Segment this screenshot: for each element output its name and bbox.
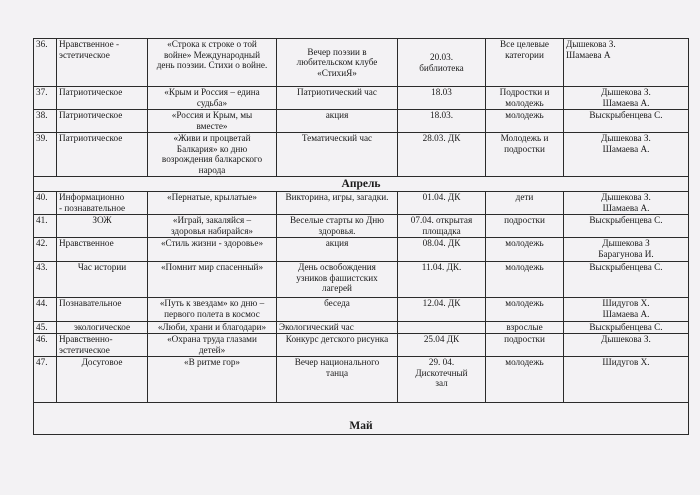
direction-cell: Познавательное	[57, 298, 148, 322]
row-number: 44.	[34, 298, 57, 322]
table-row	[34, 238, 689, 262]
event-title-cell: «Живи и процветай Балкария» ко дню возрождения балкарского народа	[148, 133, 277, 177]
row-number: 43.	[34, 262, 57, 298]
date-place-cell: 11.04. ДК.	[398, 262, 486, 298]
audience-cell: Молодежь и подростки	[486, 133, 564, 177]
row-number: 47.	[34, 357, 57, 403]
row-number: 41.	[34, 215, 57, 238]
date-place-cell: 20.03. библиотека	[398, 39, 486, 87]
responsible-cell: Выскрыбенцева С.	[564, 110, 689, 133]
date-place-cell: 28.03. ДК	[398, 133, 486, 177]
event-title-cell: «Россия и Крым, мы вместе»	[148, 110, 277, 133]
date-place-cell: 18.03	[398, 87, 486, 110]
direction-cell: Патриотическое	[57, 87, 148, 110]
row-number: 36.	[34, 39, 57, 87]
direction-cell: Нравственное - эстетическое	[57, 39, 148, 87]
responsible-cell: Выскрыбенцева С.	[564, 322, 689, 334]
row-number: 40.	[34, 192, 57, 215]
event-title-cell: «Охрана труда глазами детей»	[148, 334, 277, 357]
events-plan-table	[33, 38, 689, 435]
audience-cell: молодежь	[486, 298, 564, 322]
audience-cell: взрослые	[486, 322, 564, 334]
event-form-cell: Вечер национального танца	[277, 357, 398, 403]
event-title-cell: «Стиль жизни - здоровье»	[148, 238, 277, 262]
event-form-cell: Тематический час	[277, 133, 398, 177]
direction-cell: экологическое	[57, 322, 148, 334]
direction-cell: Информационно - познавательное	[57, 192, 148, 215]
month-header-row	[34, 403, 689, 435]
direction-cell: Нравственное	[57, 238, 148, 262]
audience-cell: молодежь	[486, 238, 564, 262]
event-title-cell: «Люби, храни и благодари»	[148, 322, 277, 334]
audience-cell: молодежь	[486, 357, 564, 403]
responsible-cell: Дышекова З. Шамаева А.	[564, 192, 689, 215]
event-title-cell: «Путь к звездам» ко дню – первого полета в космос	[148, 298, 277, 322]
responsible-cell: Выскрыбенцева С.	[564, 262, 689, 298]
table-row	[34, 110, 689, 133]
date-place-cell: 29. 04. Дискотечный зал	[398, 357, 486, 403]
event-form-cell: Патриотический час	[277, 87, 398, 110]
event-form-cell: День освобождения узников фашистских лагерей	[277, 262, 398, 298]
event-form-cell: беседа	[277, 298, 398, 322]
event-form-cell: Вечер поэзии в любительском клубе «СтихиЯ»	[277, 39, 398, 87]
audience-cell: молодежь	[486, 110, 564, 133]
audience-cell: Все целевые категории	[486, 39, 564, 87]
row-number: 42.	[34, 238, 57, 262]
table-row	[34, 215, 689, 238]
direction-cell: Нравственно- эстетическое	[57, 334, 148, 357]
event-title-cell: «Играй, закаляйся – здоровья набирайся»	[148, 215, 277, 238]
responsible-cell: Дышекова З. Шамаева А.	[564, 133, 689, 177]
date-place-cell: 25.04 ДК	[398, 334, 486, 357]
row-number: 46.	[34, 334, 57, 357]
table-body	[34, 39, 689, 435]
event-form-cell: Конкурс детского рисунка	[277, 334, 398, 357]
responsible-cell: Выскрыбенцева С.	[564, 215, 689, 238]
event-title-cell: «Крым и Россия – едина судьба»	[148, 87, 277, 110]
event-form-cell: Экологический час	[277, 322, 398, 334]
responsible-cell: Дышекова З Барагунова И.	[564, 238, 689, 262]
month-header-row	[34, 177, 689, 192]
date-place-cell: 01.04. ДК	[398, 192, 486, 215]
audience-cell: молодежь	[486, 262, 564, 298]
direction-cell: Патриотическое	[57, 110, 148, 133]
event-title-cell: «В ритме гор»	[148, 357, 277, 403]
event-title-cell: «Помнит мир спасенный»	[148, 262, 277, 298]
month-heading-may: Май	[34, 403, 689, 435]
table-row	[34, 357, 689, 403]
responsible-cell: Дышекова З.	[564, 334, 689, 357]
event-form-cell: акция	[277, 110, 398, 133]
direction-cell: Патриотическое	[57, 133, 148, 177]
date-place-cell: 12.04. ДК	[398, 298, 486, 322]
date-place-cell: 18.03.	[398, 110, 486, 133]
audience-cell: подростки	[486, 334, 564, 357]
table-row	[34, 334, 689, 357]
direction-cell: Час истории	[57, 262, 148, 298]
table-row	[34, 322, 689, 334]
row-number: 45.	[34, 322, 57, 334]
event-form-cell: Веселые старты ко Дню здоровья.	[277, 215, 398, 238]
event-title-cell: «Пернатые, крылатые»	[148, 192, 277, 215]
direction-cell: ЗОЖ	[57, 215, 148, 238]
date-place-cell: 08.04. ДК	[398, 238, 486, 262]
audience-cell: дети	[486, 192, 564, 215]
responsible-cell: Дышекова З. Шамаева А	[564, 39, 689, 87]
audience-cell: Подростки и молодежь	[486, 87, 564, 110]
row-number: 37.	[34, 87, 57, 110]
table-row	[34, 133, 689, 177]
responsible-cell: Шидугов Х.	[564, 357, 689, 403]
responsible-cell: Дышекова З. Шамаева А.	[564, 87, 689, 110]
event-title-cell: «Строка к строке о той войне» Международный день поэзии. Стихи о войне.	[148, 39, 277, 87]
row-number: 39.	[34, 133, 57, 177]
date-place-cell: 07.04. открытая площадка	[398, 215, 486, 238]
event-form-cell: акция	[277, 238, 398, 262]
table-row	[34, 298, 689, 322]
audience-cell: подростки	[486, 215, 564, 238]
responsible-cell: Шидугов Х. Шамаева А.	[564, 298, 689, 322]
table-row	[34, 87, 689, 110]
table-row	[34, 262, 689, 298]
table-row	[34, 39, 689, 87]
direction-cell: Досуговое	[57, 357, 148, 403]
date-place-cell	[398, 322, 486, 334]
event-form-cell: Викторина, игры, загадки.	[277, 192, 398, 215]
row-number: 38.	[34, 110, 57, 133]
table-row	[34, 192, 689, 215]
month-heading-april: Апрель	[34, 177, 689, 192]
